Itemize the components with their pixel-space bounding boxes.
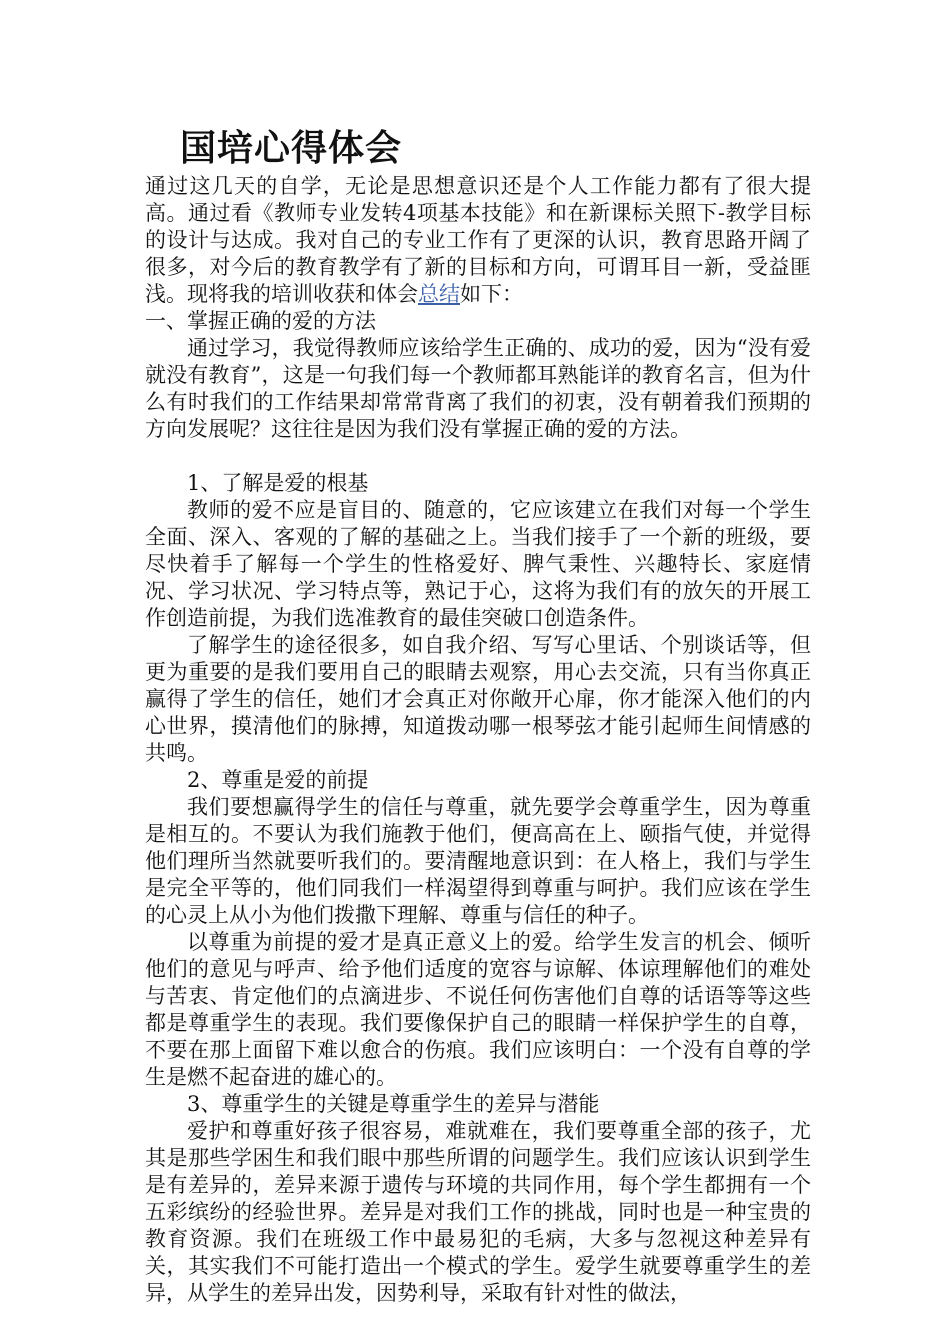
subsection-heading: 2、尊重是爱的前提: [187, 768, 369, 792]
intro-text: 通过这几天的自学，无论是思想意识还是个人工作能力都有了很大提高。通过看《教师专业发转4项基本技能》和在新课标关照下-教学目标的设计与达成。我对自己的专业工作有了更深的认识，教育思路开阔了很多，对今后的教育教学有了新的目标和方向，可谓耳目一新，受益匪浅。现将我的培训收获和体会: [145, 174, 811, 306]
paragraph: 我们要想赢得学生的信任与尊重，就先要学会尊重学生，因为尊重是相互的。不要认为我们施教于他们，便高高在上、颐指气使，并觉得他们理所当然就要听我们的。要清醒地意识到：在人格上，我们与学生是完全平等的，他们同我们一样渴望得到尊重与呵护。我们应该在学生的心灵上从小为他们拨撒下理解、尊重与信任的种子。: [145, 795, 811, 927]
section-heading: 一、掌握正确的爱的方法: [145, 309, 376, 333]
paragraph: 通过学习，我觉得教师应该给学生正确的、成功的爱，因为“没有爱就没有教育”，这是一句我们每一个教师都耳熟能详的教育名言，但为什么有时我们的工作结果却常常背离了我们的初衷，没有朝着我们预期的方向发展呢？这往往是因为我们没有掌握正确的爱的方法。: [145, 336, 811, 441]
paragraph: 以尊重为前提的爱才是真正意义上的爱。给学生发言的机会、倾听他们的意见与呼声、给予他们适度的宽容与谅解、体谅理解他们的难处与苦衷、肯定他们的点滴进步、不说任何伤害他们自尊的话语等等这些都是尊重学生的表现。我们要像保护自己的眼睛一样保护学生的自尊，不要在那上面留下难以愈合的伤痕。我们应该明白：一个没有自尊的学生是燃不起奋进的雄心的。: [145, 930, 811, 1089]
summary-link[interactable]: 总结: [418, 282, 460, 306]
document-body: [145, 173, 811, 1307]
paragraph: 爱护和尊重好孩子很容易，难就难在，我们要尊重全部的孩子，尤其是那些学困生和我们眼中那些所谓的问题学生。我们应该认识到学生是有差异的，差异来源于遗传与环境的共同作用，每个学生都拥有一个五彩缤纷的经验世界。差异是对我们工作的挑战，同时也是一种宝贵的教育资源。我们在班级工作中最易犯的毛病，大多与忽视这种差异有关，其实我们不可能打造出一个模式的学生。爱学生就要尊重学生的差异，从学生的差异出发，因势利导，采取有针对性的做法，: [145, 1119, 811, 1305]
document-title: 国培心得体会: [180, 127, 403, 169]
paragraph: 教师的爱不应是盲目的、随意的，它应该建立在我们对每一个学生全面、深入、客观的了解的基础之上。当我们接手了一个新的班级，要尽快着手了解每一个学生的性格爱好、脾气秉性、兴趣特长、家庭情况、学习状况、学习特点等，熟记于心，这将为我们有的放矢的开展工作创造前提，为我们选准教育的最佳突破口创造条件。: [145, 498, 811, 630]
subsection-heading: 1、了解是爱的根基: [187, 471, 369, 495]
intro-paragraph: [145, 173, 811, 308]
intro-text-end: 如下：: [460, 282, 523, 306]
blank-line: [145, 443, 811, 470]
subsection-heading: 3、尊重学生的关键是尊重学生的差异与潜能: [187, 1092, 600, 1116]
paragraph: 了解学生的途径很多，如自我介绍、写写心里话、个别谈话等，但更为重要的是我们要用自己的眼睛去观察，用心去交流，只有当你真正赢得了学生的信任，她们才会真正对你敞开心扉，你才能深入他们的内心世界，摸清他们的脉搏，知道拨动哪一根琴弦才能引起师生间情感的共鸣。: [145, 633, 811, 765]
